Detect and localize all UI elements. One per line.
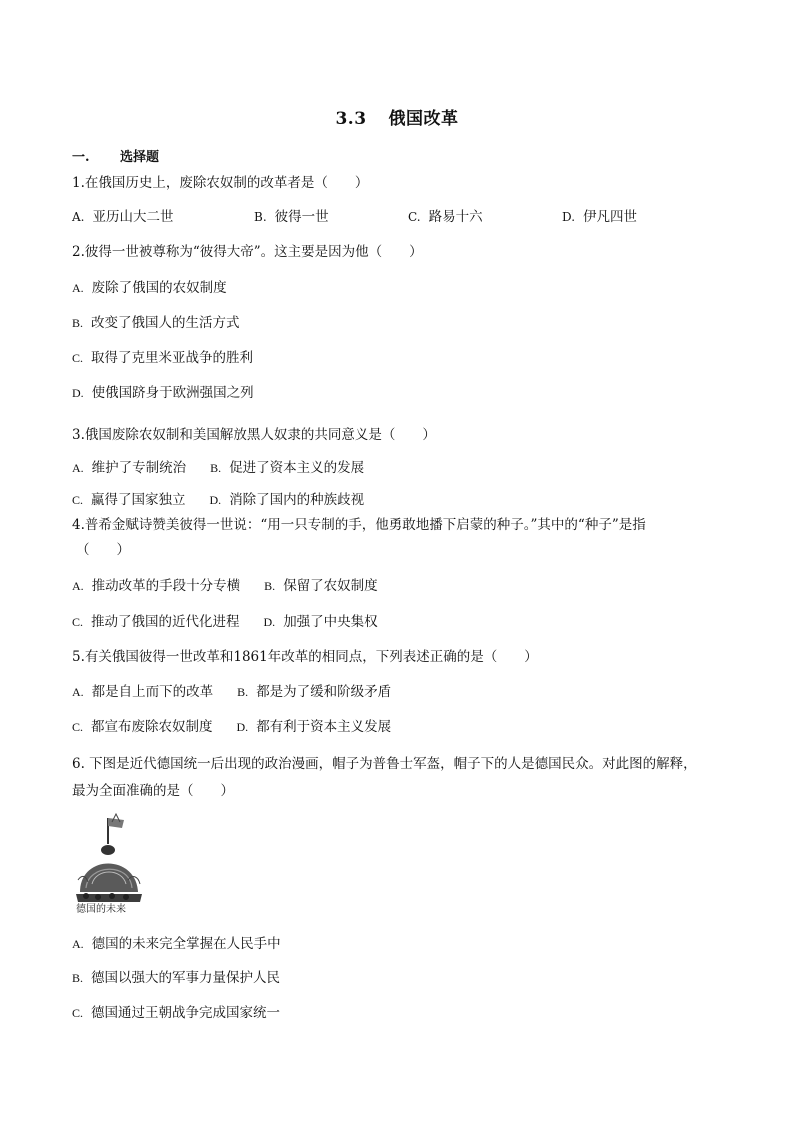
- q1-option-d[interactable]: D. 伊凡四世: [562, 209, 638, 225]
- q4-options-row-1: [72, 574, 378, 594]
- q4-option-a[interactable]: A. 推动改革的手段十分专横: [72, 578, 241, 594]
- q5-option-b[interactable]: B. 都是为了缓和阶级矛盾: [237, 684, 392, 700]
- section-index: 一.: [72, 150, 90, 165]
- question-4-stem-line-1: 4.普希金赋诗赞美彼得一世说：“用一只专制的手，他勇敢地播下启蒙的种子。”其中的“种子”是指: [72, 517, 646, 533]
- question-6-stem-line-2: 最为全面准确的是（ ）: [72, 783, 234, 799]
- q3-options-row-2: [72, 488, 364, 508]
- q6-option-c[interactable]: C. 德国通过王朝战争完成国家统一: [72, 1005, 281, 1021]
- title-number: 3.3: [335, 109, 367, 129]
- section-heading: [72, 146, 159, 165]
- q3-options-row-1: [72, 456, 364, 476]
- q3-option-b[interactable]: B. 促进了资本主义的发展: [210, 460, 365, 476]
- section-label: 选择题: [120, 150, 160, 165]
- q4-option-c[interactable]: C. 推动了俄国的近代化进程: [72, 614, 240, 630]
- q5-option-d[interactable]: D. 都有利于资本主义发展: [236, 719, 392, 735]
- q4-option-b[interactable]: B. 保留了农奴制度: [264, 578, 378, 594]
- q4-option-d[interactable]: D. 加强了中央集权: [263, 614, 378, 630]
- page-title: [0, 104, 794, 129]
- q2-option-c[interactable]: C. 取得了克里米亚战争的胜利: [72, 350, 254, 366]
- question-4-stem-line-2: （ ）: [76, 542, 130, 558]
- title-text: 俄国改革: [388, 109, 459, 129]
- q1-option-c[interactable]: C. 路易十六: [408, 209, 483, 225]
- q3-option-c[interactable]: C. 赢得了国家独立: [72, 492, 186, 508]
- question-6-stem-line-1: 6. 下图是近代德国统一后出现的政治漫画，帽子为普鲁士军盔，帽子下的人是德国民众。对此图的解释，: [72, 756, 697, 772]
- q4-options-row-2: [72, 610, 378, 630]
- q3-option-d[interactable]: D. 消除了国内的种族歧视: [209, 492, 365, 508]
- question-5-stem: 5.有关俄国彼得一世改革和1861年改革的相同点，下列表述正确的是（ ）: [72, 649, 538, 665]
- q5-option-c[interactable]: C. 都宣布废除农奴制度: [72, 719, 213, 735]
- q1-option-a[interactable]: A. 亚历山大二世: [72, 209, 174, 225]
- q5-options-row-1: [72, 680, 391, 700]
- cartoon-caption: 德国的未来: [76, 904, 126, 915]
- q1-option-b[interactable]: B. 彼得一世: [254, 209, 329, 225]
- q3-option-a[interactable]: A. 维护了专制统治: [72, 460, 187, 476]
- q6-option-a[interactable]: A. 德国的未来完全掌握在人民手中: [72, 936, 281, 952]
- q2-option-d[interactable]: D. 使俄国跻身于欧洲强国之列: [72, 385, 254, 401]
- q6-option-b[interactable]: B. 德国以强大的军事力量保护人民: [72, 970, 281, 986]
- q2-option-b[interactable]: B. 改变了俄国人的生活方式: [72, 315, 240, 331]
- political-cartoon-image: [72, 810, 146, 914]
- question-1-stem: 1.在俄国历史上，废除农奴制的改革者是（ ）: [72, 175, 369, 191]
- question-2-stem: 2.彼得一世被尊称为“彼得大帝”。这主要是因为他（ ）: [72, 244, 423, 260]
- q5-options-row-2: [72, 715, 391, 735]
- q2-option-a[interactable]: A. 废除了俄国的农奴制度: [72, 280, 227, 296]
- q5-option-a[interactable]: A. 都是自上而下的改革: [72, 684, 214, 700]
- question-3-stem: 3.俄国废除农奴制和美国解放黑人奴隶的共同意义是（ ）: [72, 427, 436, 443]
